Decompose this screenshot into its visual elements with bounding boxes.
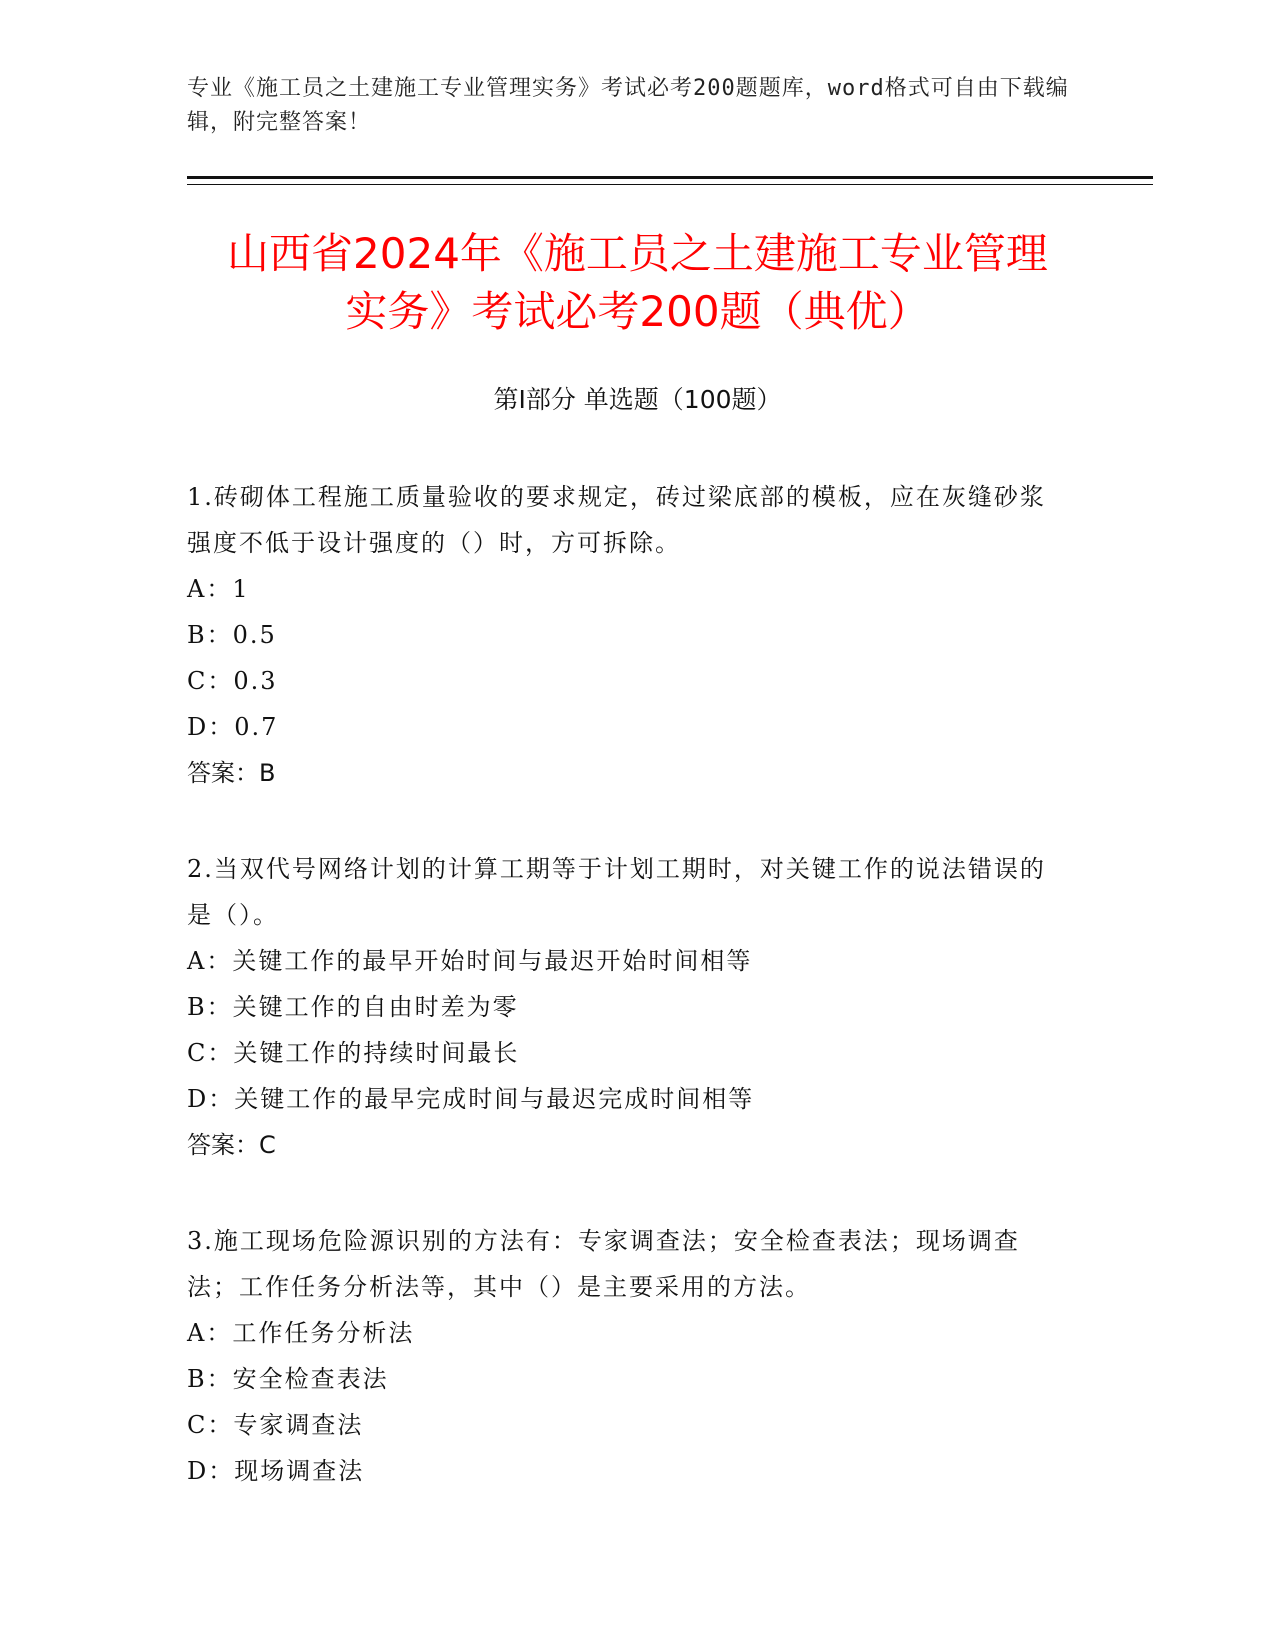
answer: 答案：B — [187, 759, 276, 787]
answer: 答案：C — [187, 1131, 276, 1159]
option-d: D：关键工作的最早完成时间与最迟完成时间相等 — [187, 1085, 755, 1113]
option-a: A：关键工作的最早开始时间与最迟开始时间相等 — [187, 947, 753, 975]
option-b: B：安全检查表法 — [187, 1365, 389, 1393]
option-c: C：专家调查法 — [187, 1411, 364, 1439]
question-stem: 3.施工现场危险源识别的方法有：专家调查法；安全检查表法；现场调查法；工作任务分析法等，其中（）是主要采用的方法。 — [187, 1227, 1020, 1301]
header-rule-thin — [187, 184, 1153, 185]
question-stem: 1.砖砌体工程施工质量验收的要求规定，砖过梁底部的模板，应在灰缝砂浆强度不低于设计强度的（）时，方可拆除。 — [187, 483, 1046, 557]
option-a: A：1 — [187, 575, 250, 603]
document-title — [150, 225, 1125, 341]
question-3 — [187, 1218, 1067, 1494]
header-rule-thick — [187, 176, 1153, 179]
option-b: B：关键工作的自由时差为零 — [187, 993, 519, 1021]
question-2 — [187, 846, 1067, 1168]
option-b: B：0.5 — [187, 621, 277, 649]
option-a: A：工作任务分析法 — [187, 1319, 415, 1347]
question-1 — [187, 474, 1067, 796]
option-c: C：关键工作的持续时间最长 — [187, 1039, 520, 1067]
option-d: D：现场调查法 — [187, 1457, 365, 1485]
document-title-line-2: 实务》考试必考200题（典优） — [345, 287, 930, 336]
header-note: 专业《施工员之土建施工专业管理实务》考试必考200题题库，word格式可自由下载编辑，附完整答案！ — [187, 76, 1069, 135]
option-c: C：0.3 — [187, 667, 278, 695]
document-title-line-1: 山西省2024年《施工员之土建施工专业管理 — [227, 229, 1048, 278]
question-list — [187, 474, 1067, 1544]
option-d: D：0.7 — [187, 713, 279, 741]
section-title: 第I部分 单选题（100题） — [493, 385, 782, 414]
question-stem: 2.当双代号网络计划的计算工期等于计划工期时，对关键工作的说法错误的是（）。 — [187, 855, 1046, 929]
